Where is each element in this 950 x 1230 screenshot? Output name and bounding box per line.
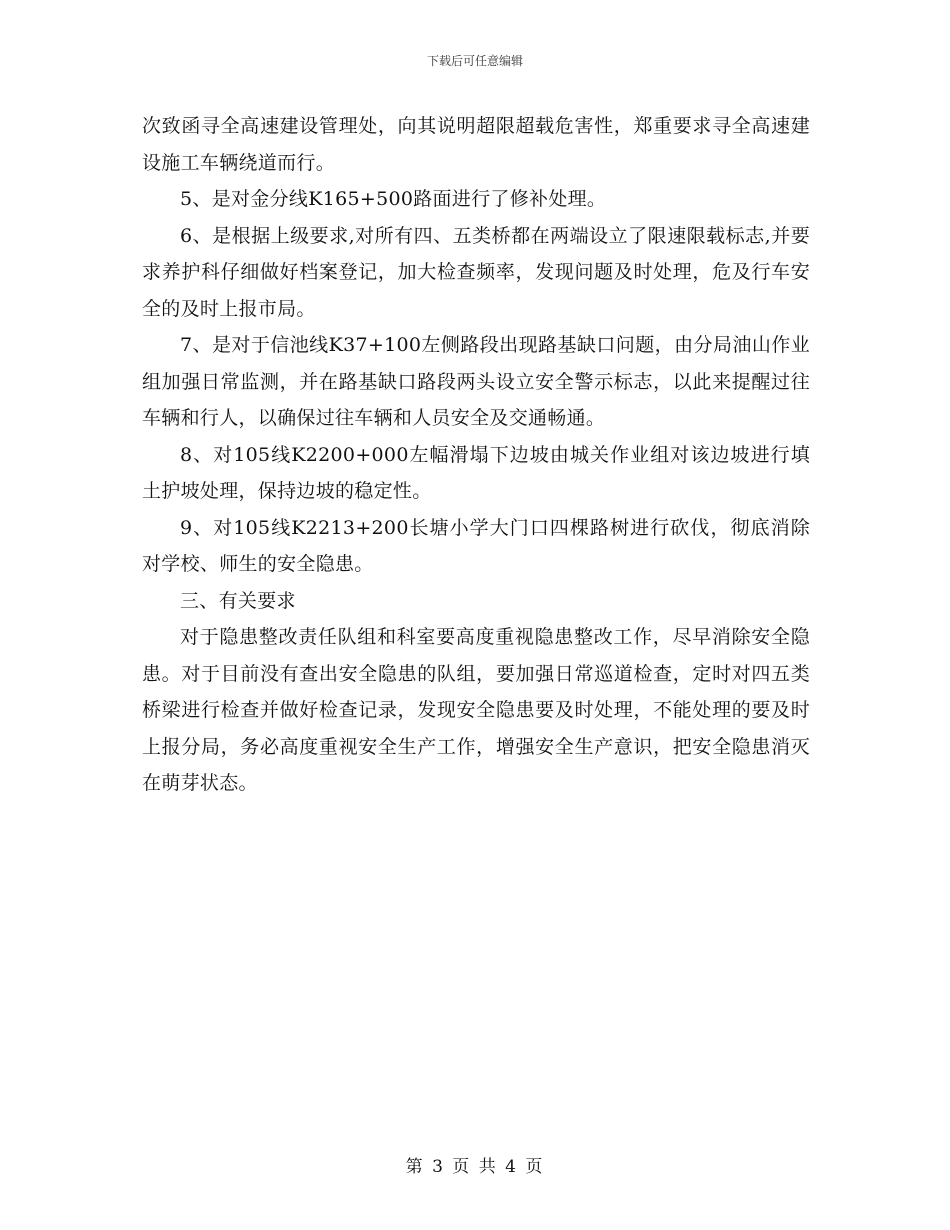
section-heading-requirements: 三、有关要求 xyxy=(180,589,296,612)
document-body xyxy=(142,108,810,802)
paragraph-item-7: 7、是对于信池线K37+100左侧路段出现路基缺口问题，由分局油山作业组加强日常监测，并在路基缺口路段两头设立安全警示标志，以此来提醒过往车辆和行人，以确保过往车辆和人员安全及交通畅通。 xyxy=(142,334,810,429)
page-header: 下载后可任意编辑 xyxy=(426,54,523,68)
paragraph-item-5: 5、是对金分线K165+500路面进行了修补处理。 xyxy=(180,188,607,210)
paragraph-item-8: 8、对105线K2200+000左幅滑塌下边坡由城关作业组对该边坡进行填土护坡处理，保持边坡的稳定性。 xyxy=(142,443,810,502)
page-number: 第 3 页 共 4 页 xyxy=(405,1157,545,1177)
paragraph-item-9: 9、对105线K2213+200长塘小学大门口四棵路树进行砍伐，彻底消除对学校、师生的安全隐患。 xyxy=(142,516,810,575)
paragraph-item-6: 6、是根据上级要求,对所有四、五类桥都在两端设立了限速限载标志,并要求养护科仔细做好档案登记，加大检查频率，发现问题及时处理，危及行车安全的及时上报市局。 xyxy=(142,224,810,320)
paragraph-requirements: 对于隐患整改责任队组和科室要高度重视隐患整改工作，尽早消除安全隐患。对于目前没有查出安全隐患的队组，要加强日常巡道检查，定时对四五类桥梁进行检查并做好检查记录，发现安全隐患要及时处理，不能处理的要及时上报分局，务必高度重视安全生产工作，增强安全生产意识，把安全隐患消灭在萌芽状态。 xyxy=(142,626,810,794)
paragraph-continuation: 次致函寻全高速建设管理处，向其说明超限超载危害性，郑重要求寻全高速建设施工车辆绕道而行。 xyxy=(142,115,810,174)
